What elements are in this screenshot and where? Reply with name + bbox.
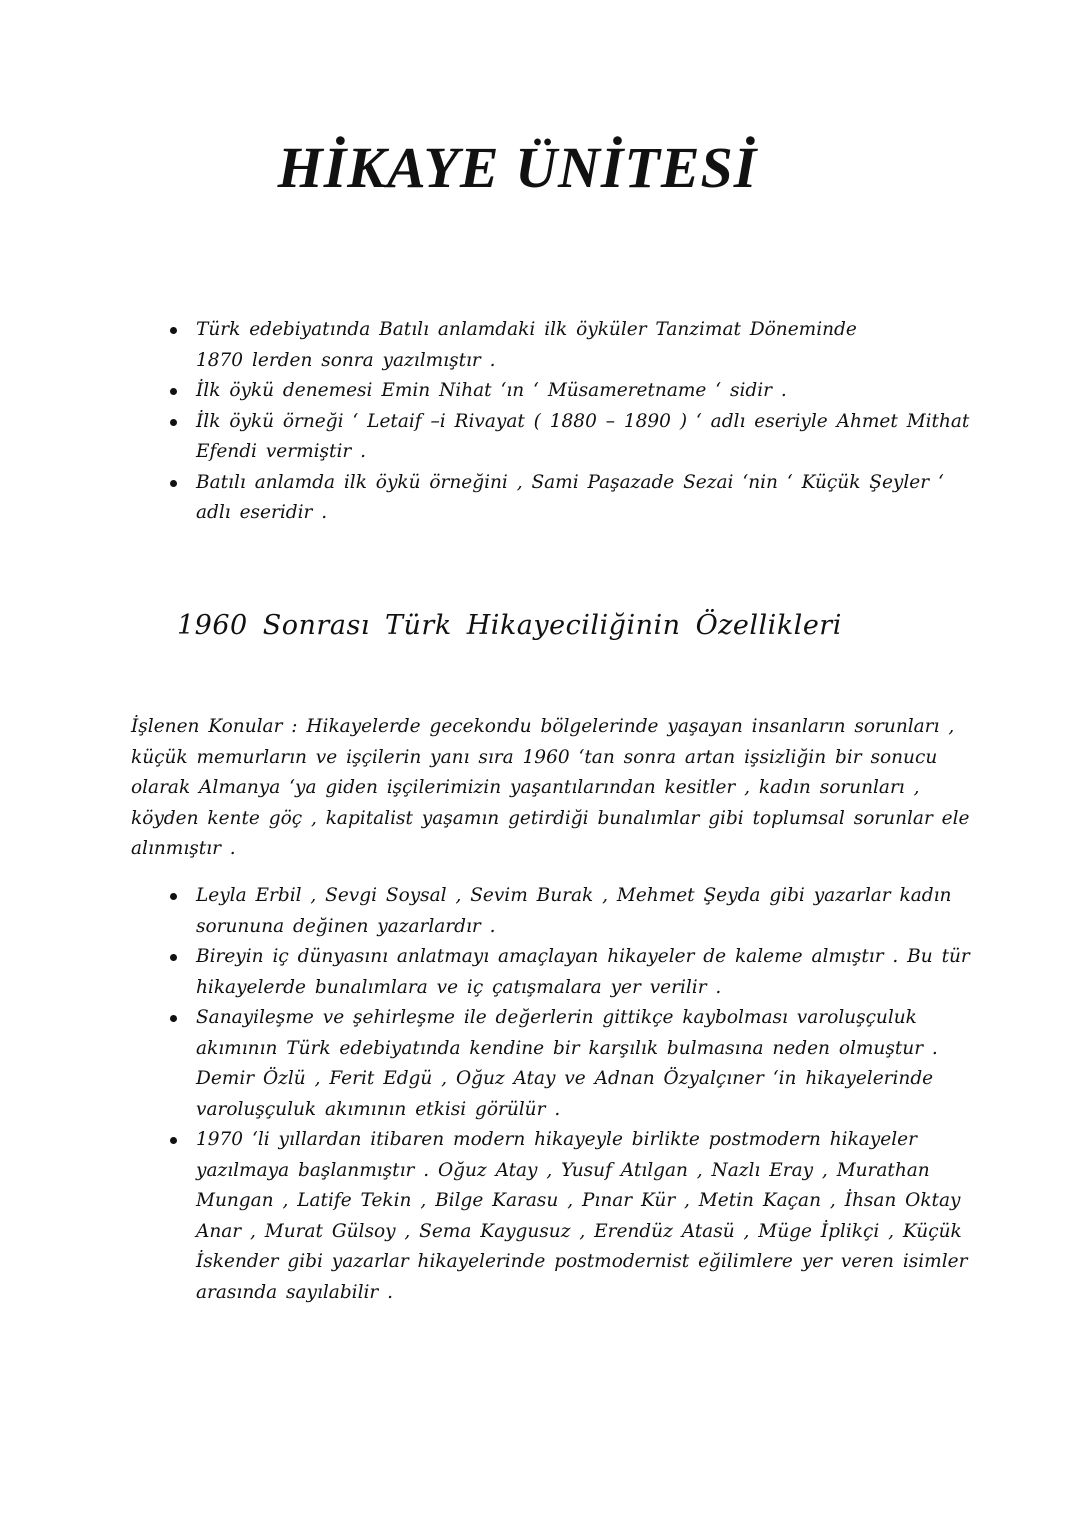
text-line: yazılmaya başlanmıştır . Oğuz Atay , Yusuf Atılgan , Nazlı Eray , Murathan bbox=[196, 1159, 930, 1181]
text-line: varoluşçuluk akımının etkisi görülür . bbox=[196, 1098, 561, 1120]
list-item bbox=[170, 376, 950, 407]
list-item bbox=[170, 1125, 968, 1308]
text-line: 1970 ‘li yıllardan itibaren modern hikayeyle birlikte postmodern hikayeler bbox=[196, 1129, 917, 1150]
list-item bbox=[170, 315, 950, 376]
text-line: köyden kente göç , kapitalist yaşamın getirdiği bunalımlar gibi toplumsal sorunlar ele bbox=[131, 807, 970, 829]
page-title: HİKAYE ÜNİTESİ bbox=[277, 135, 758, 200]
text-line: Mungan , Latife Tekin , Bilge Karasu , Pınar Kür , Metin Kaçan , İhsan Oktay bbox=[196, 1190, 961, 1211]
text-line: Demir Özlü , Ferit Edgü , Oğuz Atay ve Adnan Özyalçıner ‘in hikayelerinde bbox=[196, 1068, 934, 1089]
text-line: Efendi vermiştir . bbox=[196, 441, 367, 462]
feature-bullet-list bbox=[170, 881, 970, 1308]
text-line: 1870 lerden sonra yazılmıştır . bbox=[196, 349, 496, 371]
text-line: İlk öykü denemesi Emin Nihat ‘ın ‘ Müsameretname ‘ sidir . bbox=[196, 380, 787, 401]
text-line: İskender gibi yazarlar hikayelerinde postmodernist eğilimlere yer veren isimler bbox=[196, 1251, 968, 1272]
text-line: alınmıştır . bbox=[131, 838, 236, 859]
text-line: olarak Almanya ‘ya giden işçilerimizin yaşantılarından kesitler , kadın sorunları , bbox=[131, 777, 920, 798]
section-heading: 1960 Sonrası Türk Hikayeciliğinin Özellikleri bbox=[177, 610, 842, 641]
list-item bbox=[170, 942, 970, 1003]
text-line: sorununa değinen yazarlardır . bbox=[196, 915, 496, 937]
text-line: İşlenen Konular : Hikayelerde gecekondu bölgelerinde yaşayan insanların sorunları , bbox=[131, 716, 955, 737]
text-line: adlı eseridir . bbox=[196, 502, 328, 523]
text-line: Leyla Erbil , Sevgi Soysal , Sevim Burak , Mehmet Şeyda gibi yazarlar kadın bbox=[196, 885, 952, 906]
text-line: Anar , Murat Gülsoy , Sema Kaygusuz , Erendüz Atasü , Müge İplikçi , Küçük bbox=[196, 1220, 962, 1242]
text-line: Sanayileşme ve şehirleşme ile değerlerin gittikçe kaybolması varoluşçuluk bbox=[196, 1007, 917, 1028]
text-line: İlk öykü örneği ‘ Letaif –i Rivayat ( 1880 – 1890 ) ‘ adlı eseriyle Ahmet Mithat bbox=[196, 410, 970, 432]
list-item bbox=[170, 1003, 950, 1125]
list-item bbox=[170, 468, 950, 529]
list-item bbox=[170, 881, 950, 942]
text-line: Batılı anlamda ilk öykü örneğini , Sami Paşazade Sezai ‘nin ‘ Küçük Şeyler ‘ bbox=[196, 471, 944, 493]
text-line: akımının Türk edebiyatında kendine bir karşılık bulmasına neden olmuştur . bbox=[196, 1037, 938, 1059]
text-line: küçük memurların ve işçilerin yanı sıra 1960 ‘tan sonra artan işsizliğin bir sonucu bbox=[131, 746, 938, 768]
text-line: Türk edebiyatında Batılı anlamdaki ilk öyküler Tanzimat Döneminde bbox=[196, 319, 857, 340]
text-line: Bireyin iç dünyasını anlatmayı amaçlayan hikayeler de kaleme almıştır . Bu tür bbox=[196, 946, 970, 967]
intro-bullet-list bbox=[170, 315, 970, 529]
text-line: arasında sayılabilir . bbox=[196, 1281, 394, 1303]
topics-paragraph bbox=[131, 712, 970, 865]
list-item bbox=[170, 407, 970, 468]
text-line: hikayelerde bunalımlara ve iç çatışmalara yer verilir . bbox=[196, 976, 722, 998]
